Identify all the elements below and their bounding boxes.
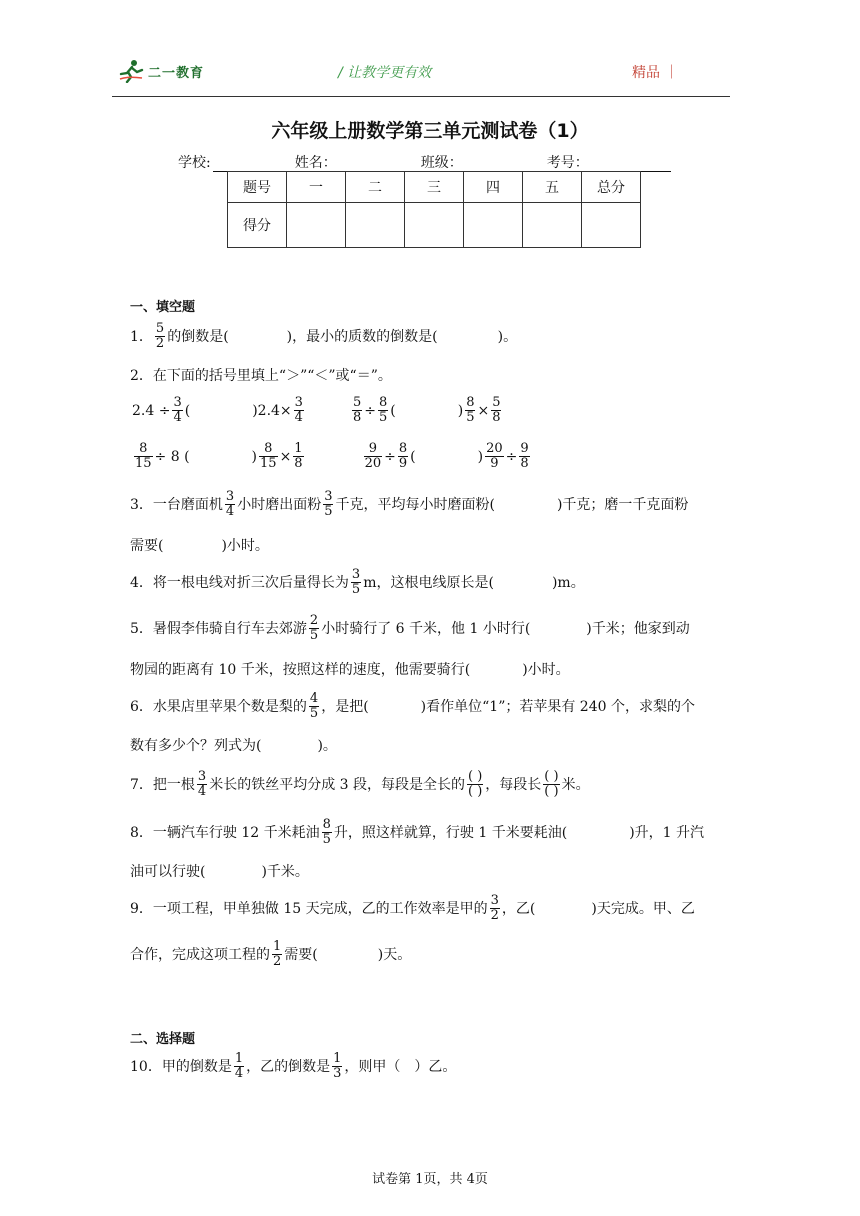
section-fill-blank: 一、填空题 bbox=[130, 300, 196, 315]
fraction: $\frac{1}{3}$ bbox=[333, 1051, 342, 1081]
score-cell bbox=[287, 203, 346, 248]
question-3-cont: 需要( )小时。 bbox=[130, 538, 269, 554]
question-8: 8．一辆汽车行驶 12 千米耗油 $\frac{8}{5}$ 升，照这样就算，行驶 1 千米要耗油( )升，1 升汽 bbox=[130, 817, 705, 847]
runner-logo-icon bbox=[118, 59, 144, 83]
question-4: 4．将一根电线对折三次后量得长为 $\frac{3}{5}$ m，这根电线原长是( )m。 bbox=[130, 567, 585, 597]
q2-row-1: 2.4 ÷ $\frac{3}{4}$ ( )2.4× $\frac{3}{4}$ $\frac{5}{8}$ ÷ $\frac{8}{5}$ ( ) $\frac{8}{5}$ × $\frac{5}{8}$ bbox=[132, 395, 501, 425]
fraction: $\frac{5}{2}$ bbox=[155, 321, 165, 351]
fraction: $\frac{3}{5}$ bbox=[324, 489, 333, 519]
fraction: $\frac{3}{4}$ bbox=[294, 395, 303, 425]
exam-no-blank bbox=[591, 155, 671, 172]
fraction: $\frac{3}{5}$ bbox=[351, 567, 361, 597]
school-label: 学校: bbox=[178, 155, 211, 171]
logo bbox=[118, 58, 204, 84]
question-9: 9．一项工程，甲单独做 15 天完成，乙的工作效率是甲的 $\frac{3}{2}$ ，乙( )天完成。甲、乙 bbox=[130, 893, 695, 923]
score-cell bbox=[346, 203, 405, 248]
question-9-cont: 合作，完成这项工程的 $\frac{1}{2}$ 需要( )天。 bbox=[130, 939, 412, 969]
question-7: 7．把一根 $\frac{3}{4}$ 米长的铁丝平均分成 3 段，每段是全长的 $\frac{( )}{( )}$ ，每段长 $\frac{( )}{( )}$ 米。 bbox=[130, 769, 590, 799]
name-blank bbox=[339, 155, 419, 172]
page-title: 六年级上册数学第三单元测试卷（1） bbox=[271, 120, 589, 142]
blank-fraction: $\frac{( )}{( )}$ bbox=[468, 769, 483, 799]
fraction: $\frac{8}{5}$ bbox=[378, 395, 388, 425]
score-cell bbox=[582, 203, 641, 248]
score-header: 题号 bbox=[228, 172, 287, 203]
score-header: 二 bbox=[346, 172, 405, 203]
q2-row-2: $\frac{8}{15}$ ÷ 8 ( ) $\frac{8}{15}$ × $\frac{1}{8}$ $\frac{9}{20}$ ÷ $\frac{8}{9}$ ( ) $\frac{20}{9}$ ÷ $\frac{9}{8}$ bbox=[135, 441, 529, 471]
page-footer: 试卷第 1页，共 4页 bbox=[372, 1172, 488, 1187]
fraction: $\frac{1}{2}$ bbox=[273, 939, 282, 969]
score-cell bbox=[405, 203, 464, 248]
fraction: $\frac{3}{4}$ bbox=[173, 395, 182, 425]
question-8-cont: 油可以行驶( )千米。 bbox=[130, 864, 309, 880]
question-3: 3．一台磨面机 $\frac{3}{4}$ 小时磨出面粉 $\frac{3}{5}$ 千克，平均每小时磨面粉( )千克；磨一千克面粉 bbox=[130, 489, 689, 519]
fraction: $\frac{4}{5}$ bbox=[309, 691, 319, 721]
question-6: 6．水果店里苹果个数是梨的 $\frac{4}{5}$ ，是把( )看作单位“1”；若苹果有 240 个，求梨的个 bbox=[130, 691, 695, 721]
premium-badge: 精品 ｜ bbox=[632, 65, 679, 81]
question-1: 1． $\frac{5}{2}$ 的倒数是( )，最小的质数的倒数是( )。 bbox=[130, 321, 518, 351]
fraction: $\frac{9}{20}$ bbox=[364, 441, 382, 471]
slogan: / 让教学更有效 bbox=[338, 65, 432, 81]
header-divider bbox=[112, 96, 730, 97]
fraction: $\frac{8}{9}$ bbox=[398, 441, 408, 471]
fraction: $\frac{8}{5}$ bbox=[322, 817, 331, 847]
fraction: $\frac{3}{4}$ bbox=[225, 489, 235, 519]
section-choice: 二、选择题 bbox=[130, 1032, 196, 1047]
score-cell bbox=[464, 203, 523, 248]
name-label: 姓名： bbox=[294, 155, 337, 171]
q1-number: 1． bbox=[130, 328, 153, 345]
fraction: $\frac{3}{4}$ bbox=[197, 769, 207, 799]
score-header: 一 bbox=[287, 172, 346, 203]
question-6-cont: 数有多少个？列式为( )。 bbox=[130, 738, 337, 754]
logo-text: 二一教育 bbox=[148, 65, 205, 81]
fraction: $\frac{1}{8}$ bbox=[294, 441, 303, 471]
fraction: $\frac{1}{4}$ bbox=[234, 1051, 244, 1081]
class-blank bbox=[465, 155, 545, 172]
score-cell bbox=[523, 203, 582, 248]
fraction: $\frac{5}{8}$ bbox=[352, 395, 362, 425]
blank-fraction: $\frac{( )}{( )}$ bbox=[544, 769, 559, 799]
score-header: 五 bbox=[523, 172, 582, 203]
fraction: $\frac{8}{15}$ bbox=[135, 441, 152, 471]
score-header: 四 bbox=[464, 172, 523, 203]
question-10: 10．甲的倒数是 $\frac{1}{4}$ ，乙的倒数是 $\frac{1}{3}$ ，则甲（ ）乙。 bbox=[130, 1051, 457, 1081]
fraction: $\frac{20}{9}$ bbox=[486, 441, 503, 471]
fraction: $\frac{9}{8}$ bbox=[520, 441, 529, 471]
score-header: 总分 bbox=[582, 172, 641, 203]
fraction: $\frac{5}{8}$ bbox=[492, 395, 501, 425]
question-5: 5．暑假李伟骑自行车去郊游 $\frac{2}{5}$ 小时骑行了 6 千米，他 1 小时行( )千米；他家到动 bbox=[130, 613, 690, 643]
exam-no-label: 考号： bbox=[546, 155, 589, 171]
fraction: $\frac{2}{5}$ bbox=[309, 613, 319, 643]
score-row-label: 得分 bbox=[228, 203, 287, 248]
question-2: 2．在下面的括号里填上“＞”“＜”或“＝”。 bbox=[130, 368, 392, 384]
question-5-cont: 物园的距离有 10 千米，按照这样的速度，他需要骑行( )小时。 bbox=[130, 662, 570, 678]
school-blank bbox=[213, 155, 293, 172]
class-label: 班级： bbox=[420, 155, 463, 171]
student-info bbox=[178, 152, 673, 172]
fraction: $\frac{8}{5}$ bbox=[466, 395, 475, 425]
score-header: 三 bbox=[405, 172, 464, 203]
fraction: $\frac{8}{15}$ bbox=[260, 441, 277, 471]
score-table bbox=[227, 171, 641, 248]
fraction: $\frac{3}{2}$ bbox=[490, 893, 499, 923]
